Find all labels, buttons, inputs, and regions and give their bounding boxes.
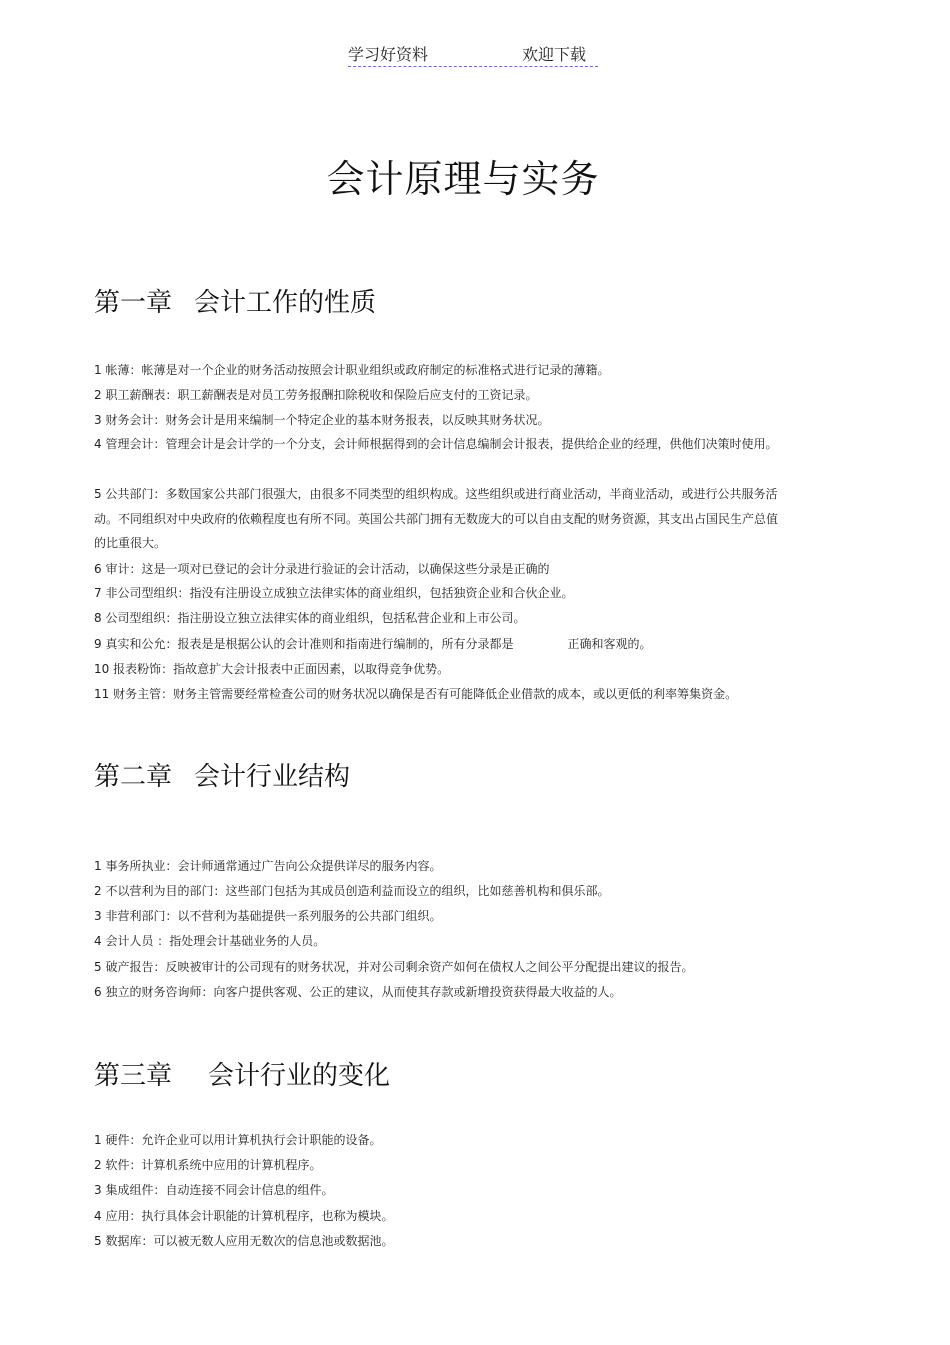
list-item: 5 破产报告：反映被审计的公司现有的财务状况，并对公司剩余资产如何在债权人之间公平分配提出建议的报告。 bbox=[94, 960, 694, 974]
chapter-number: 第一章 bbox=[94, 288, 173, 318]
list-item: 2 职工薪酬表：职工薪酬表是对员工劳务报酬扣除税收和保险后应支付的工资记录。 bbox=[94, 388, 538, 402]
list-item: 1 硬件：允许企业可以用计算机执行会计职能的设备。 bbox=[94, 1133, 382, 1147]
list-item: 5 数据库：可以被无数人应用无数次的信息池或数据池。 bbox=[94, 1234, 394, 1248]
chapter-1-title bbox=[94, 282, 376, 319]
list-item: 1 帐薄：帐薄是对一个企业的财务活动按照会计职业组织或政府制定的标准格式进行记录的薄籍。 bbox=[94, 363, 610, 377]
list-item: 7 非公司型组织：指没有注册设立成独立法律实体的商业组织，包括独资企业和合伙企业。 bbox=[94, 586, 574, 600]
list-item-part: 正确和客观的。 bbox=[567, 637, 652, 651]
list-item: 2 软件：计算机系统中应用的计算机程序。 bbox=[94, 1158, 322, 1172]
header-left-text: 学习好资料 bbox=[348, 45, 429, 64]
list-item: 8 公司型组织：指注册设立独立法律实体的商业组织，包括私营企业和上市公司。 bbox=[94, 611, 526, 625]
chapter-name: 会计行业的变化 bbox=[208, 1061, 391, 1091]
chapter-name: 会计行业结构 bbox=[194, 762, 351, 792]
list-item: 10 报表粉饰：指故意扩大会计报表中正面因素，以取得竞争优势。 bbox=[94, 662, 450, 676]
chapter-name: 会计工作的性质 bbox=[194, 288, 377, 318]
list-item: 4 应用：执行具体会计职能的计算机程序，也称为模块。 bbox=[94, 1209, 394, 1223]
list-item: 3 非营利部门：以不营利为基础提供一系列服务的公共部门组织。 bbox=[94, 909, 442, 923]
list-item: 2 不以营利为目的部门：这些部门包括为其成员创造利益而设立的组织，比如慈善机构和俱乐部。 bbox=[94, 884, 610, 898]
list-item bbox=[94, 632, 784, 657]
chapter-number: 第二章 bbox=[94, 762, 173, 792]
header-right-text: 欢迎下载 bbox=[522, 45, 587, 64]
chapter-3-title bbox=[94, 1055, 390, 1092]
list-item: 3 集成组件：自动连接不同会计信息的组件。 bbox=[94, 1183, 334, 1197]
list-item: 4 管理会计：管理会计是会计学的一个分支，会计师根据得到的会计信息编制会计报表，提供给企业的经理，供他们决策时使用。 bbox=[94, 437, 778, 451]
list-item: 6 审计：这是一项对已登记的会计分录进行验证的会计活动，以确保这些分录是正确的 bbox=[94, 562, 550, 576]
list-item: 1 事务所执业：会计师通常通过广告向公众提供详尽的服务内容。 bbox=[94, 859, 442, 873]
list-item: 3 财务会计：财务会计是用来编制一个特定企业的基本财务报表，以反映其财务状况。 bbox=[94, 413, 550, 427]
chapter-2-title bbox=[94, 756, 350, 793]
chapter-number: 第三章 bbox=[94, 1061, 173, 1091]
list-item: 5 公共部门：多数国家公共部门很强大，由很多不同类型的组织构成。这些组织或进行商业活动，半商业活动，或进行公共服务活动。不同组织对中央政府的依赖程度也有所不同。英国公共部门拥有无数庞大的可以自由支配的财务资源，其支出占国民生产总值的比重很大。 bbox=[94, 487, 779, 550]
list-item: 6 独立的财务咨询师：向客户提供客观、公正的建议，从而使其存款或新增投资获得最大收益的人。 bbox=[94, 985, 622, 999]
document-title: 会计原理与实务 bbox=[326, 157, 600, 201]
list-item-part: 9 真实和公允：报表是是根据公认的会计准则和指南进行编制的，所有分录都是 bbox=[94, 637, 514, 651]
list-item: 11 财务主管：财务主管需要经常检查公司的财务状况以确保是否有可能降低企业借款的成本，或以更低的利率筹集资金。 bbox=[94, 687, 738, 701]
header-banner bbox=[348, 42, 598, 67]
list-item: 4 会计人员 ：指处理会计基础业务的人员。 bbox=[94, 934, 326, 948]
